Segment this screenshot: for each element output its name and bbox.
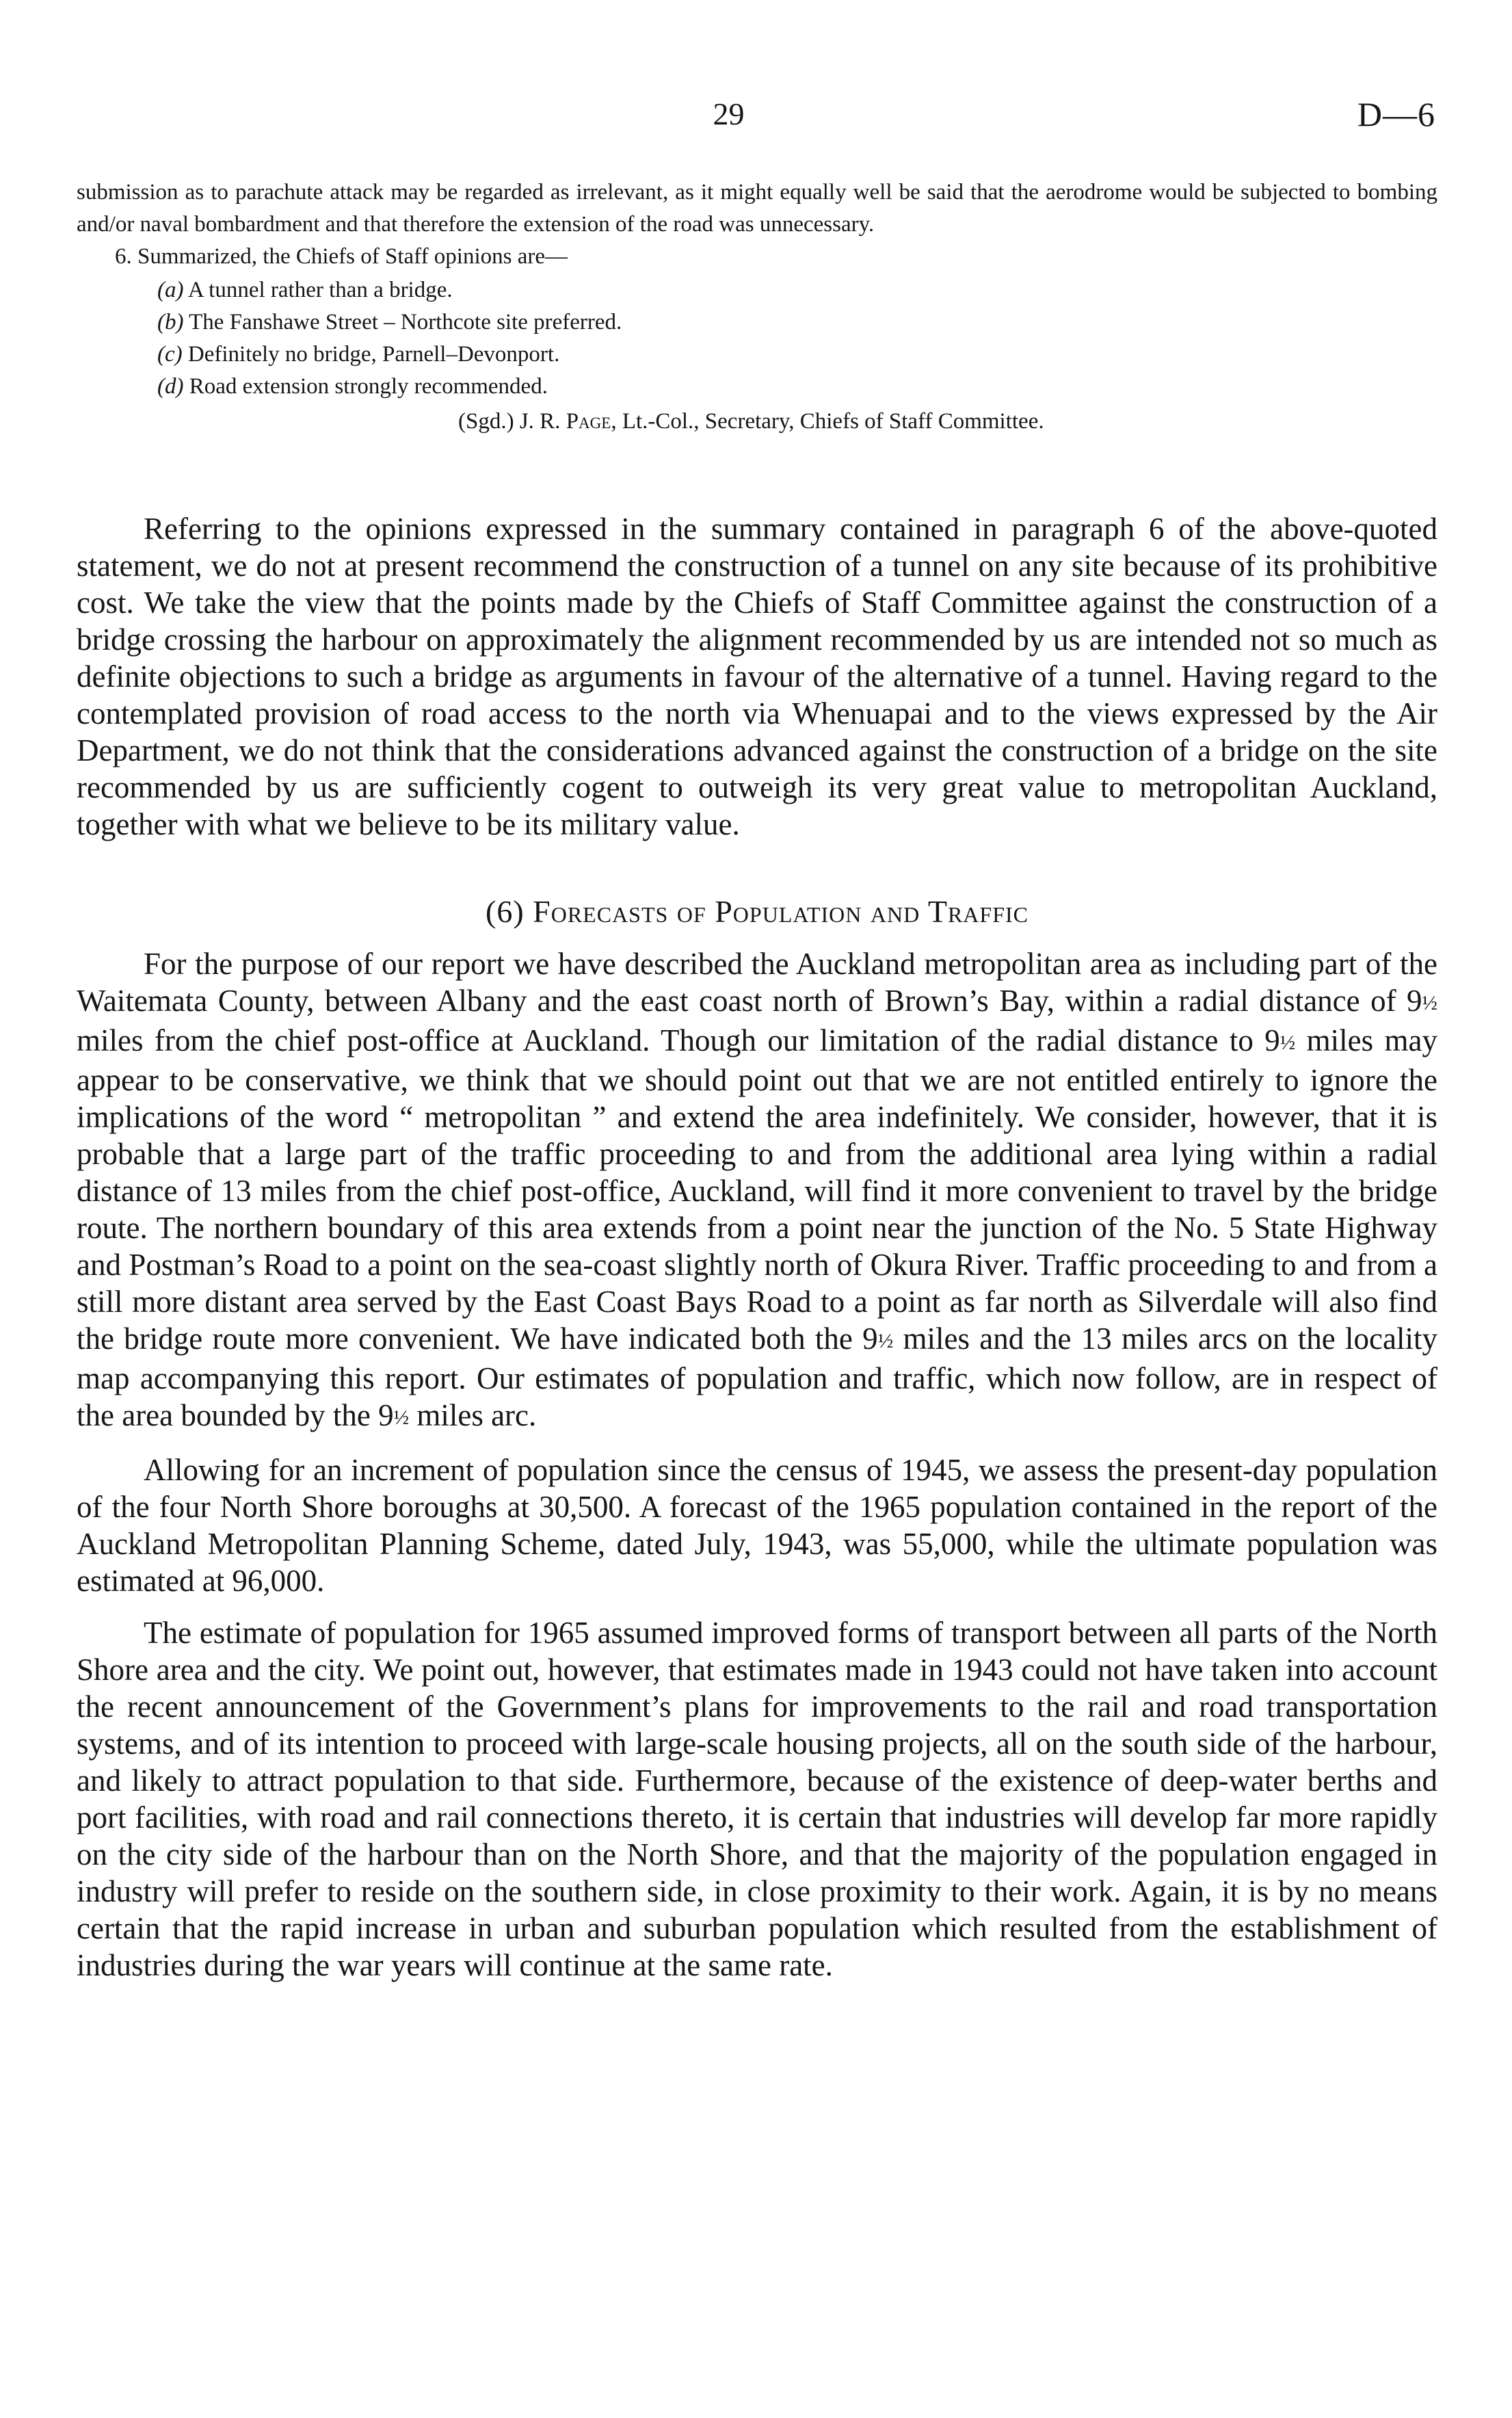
paragraph-text: miles arc.: [409, 1398, 537, 1432]
paragraph-text: For the purpose of our report we have described the Auckland metropolitan area as including part of the Waitemata County, between Albany and the east coast north of Brown’s Bay, within a radial distance of 9: [77, 947, 1437, 1018]
signature-line: [77, 406, 1437, 438]
list-item-label: (b): [157, 310, 184, 334]
fraction-half: ½: [877, 1330, 894, 1352]
paragraph-text: miles from the chief post-office at Auckland. Though our limitation of the radial distance to 9: [77, 1023, 1280, 1057]
list-item: [77, 306, 1437, 339]
signature-suffix: , Lt.-Col., Secretary, Chiefs of Staff Committee.: [611, 409, 1044, 434]
paragraph-population-estimate: Allowing for an increment of population since the census of 1945, we assess the present-day population of the four North Shore boroughs at 30,500. A forecast of the 1965 population contained in the report of the Auckland Metropolitan Planning Scheme, dated July, 1943, was 55,000, while the ultimate population was estimated at 96,000.: [77, 1453, 1437, 1598]
list-item-label: (a): [157, 278, 184, 302]
signature-prefix: (Sgd.) J. R.: [458, 409, 566, 434]
document-reference: D—6: [1357, 95, 1435, 133]
chiefs-of-staff-statement: [77, 176, 1437, 438]
statement-continuation: submission as to parachute attack may be regarded as irrelevant, as it might equally well be said that the aerodrome would be subjected to bombing and/or naval bombardment and that therefore the extension of the road was unnecessary.: [77, 180, 1437, 237]
list-item-label: (c): [157, 342, 183, 367]
paragraph-text: miles and the 13 miles arcs on the locality map accompanying this report. Our estimates of population and traffic, which now follow, are in respect of the area bounded by the 9: [77, 1322, 1437, 1432]
fraction-half: ½: [1422, 992, 1437, 1014]
list-item-text: Road extension strongly recommended.: [189, 374, 548, 399]
section-heading: (6) Forecasts of Population and Traffic: [486, 894, 1029, 929]
paragraph-opinions-response: Referring to the opinions expressed in the summary contained in paragraph 6 of the above-quoted statement, we do not at present recommend the construction of a tunnel on any site because of its prohibitive cost. We take the view that the points made by the Chiefs of Staff Committee against the construction of a bridge crossing the harbour on approximately the alignment recommended by us are intended not so much as definite objections to such a bridge as arguments in favour of the alternative of a tunnel. Having regard to the contemplated provision of road access to the north via Whenuapai and to the views expressed by the Air Department, we do not think that the considerations advanced against the construction of a bridge on the site recommended by us are sufficiently cogent to outweigh its very great value to metropolitan Auckland, together with what we believe to be its military value.: [77, 512, 1437, 841]
paragraph-population-forecast: The estimate of population for 1965 assumed improved forms of transport between all parts of the North Shore area and the city. We point out, however, that estimates made in 1943 could not have taken into account the recent announcement of the Government’s plans for improvements to the rail and road transportation systems, and of its intention to proceed with large-scale housing projects, all on the south side of the harbour, and likely to attract population to that side. Furthermore, because of the existence of deep-water berths and port facilities, with road and rail connections thereto, it is certain that industries will develop far more rapidly on the city side of the harbour than on the North Shore, and that the majority of the population engaged in industry will prefer to reside on the southern side, in close proximity to their work. Again, it is by no means certain that the rapid increase in urban and suburban population which resulted from the establishment of industries during the war years will continue at the same rate.: [77, 1616, 1437, 1982]
summary-intro: 6. Summarized, the Chiefs of Staff opinions are—: [115, 244, 568, 269]
fraction-half: ½: [393, 1406, 410, 1429]
report-body: [77, 510, 1437, 1984]
paragraph-text: miles may appear to be conservative, we think that we should point out that we are not entitled entirely to ignore the implications of the word “ metropolitan ” and extend the area indefinitely. We consider, however, that it is probable that a large part of the traffic proceeding to and from the additional area lying within a radial distance of 13 miles from the chief post-office, Auckland, will find it more convenient to travel by the bridge route. The northern boundary of this area extends from a point near the junction of the No. 5 State Highway and Postman’s Road to a point on the sea-coast slightly north of Okura River. Traffic proceeding to and from a still more distant area served by the East Coast Bays Road to a point as far north as Silverdale will also find the bridge route more convenient. We have indicated both the 9: [77, 1023, 1437, 1356]
signature-name: Page: [566, 409, 611, 434]
list-item: [77, 274, 1437, 306]
list-item: [77, 339, 1437, 371]
fraction-half: ½: [1279, 1031, 1296, 1054]
list-item: [77, 371, 1437, 403]
paragraph-metropolitan-area: [77, 945, 1437, 1436]
list-item-label: (d): [157, 374, 184, 399]
opinions-list: [77, 274, 1437, 403]
list-item-text: Definitely no bridge, Parnell–Devonport.: [187, 342, 560, 367]
list-item-text: A tunnel rather than a bridge.: [187, 278, 453, 302]
list-item-text: The Fanshawe Street – Northcote site preferred.: [189, 310, 622, 334]
page-number: 29: [713, 96, 745, 131]
